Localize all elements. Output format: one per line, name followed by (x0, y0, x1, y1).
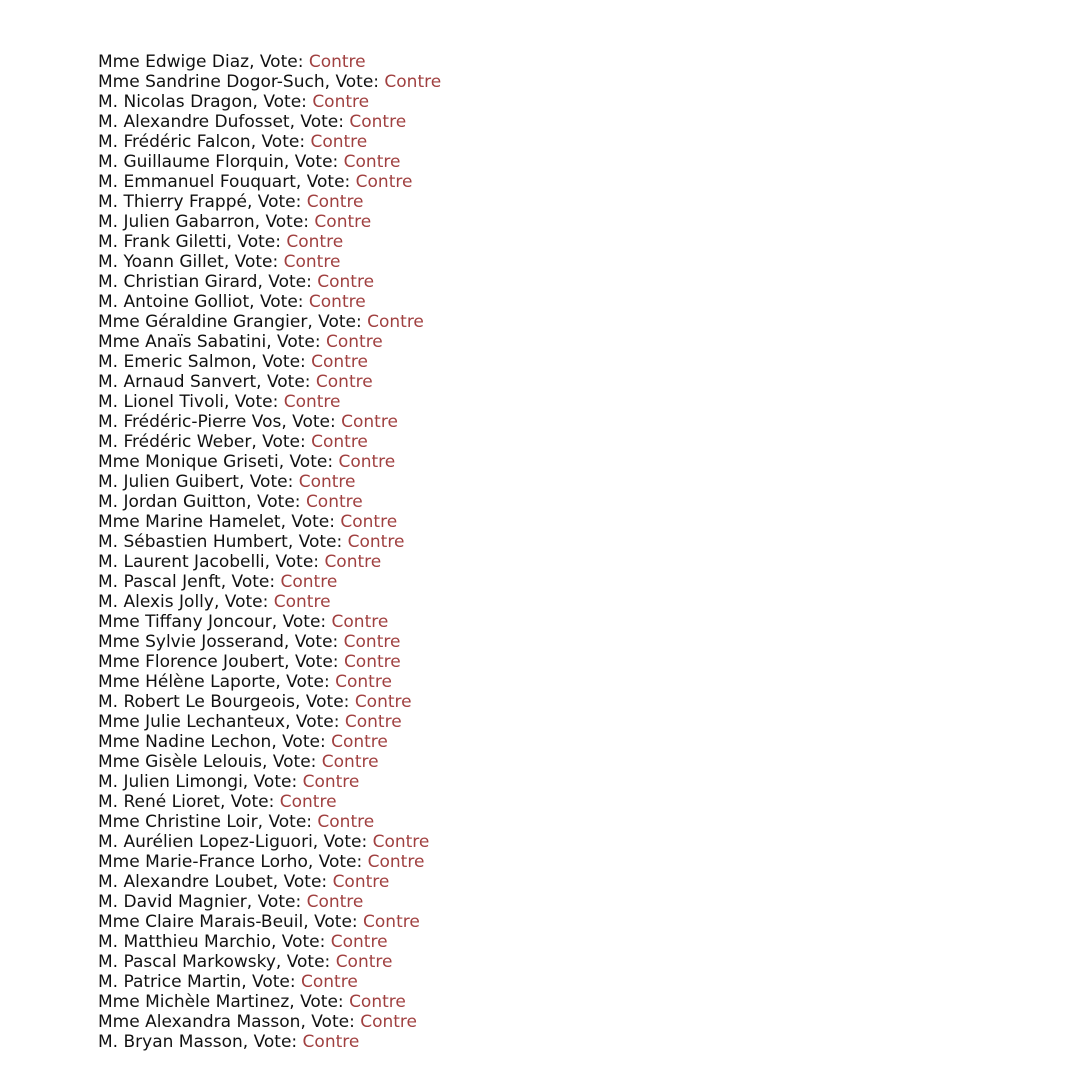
member-name: M. Jordan Guitton (98, 492, 247, 512)
member-name: Mme Marine Hamelet (98, 512, 281, 532)
name-separator: , (285, 712, 296, 732)
member-name: M. Laurent Jacobelli (98, 552, 265, 572)
member-name: M. Julien Gabarron (98, 212, 255, 232)
vote-label: Vote: (230, 792, 275, 812)
vote-value: Contre (308, 52, 366, 72)
vote-entry (98, 452, 441, 472)
name-separator: , (254, 212, 266, 232)
vote-entry (98, 112, 441, 132)
member-name: Mme Marie-France Lorho (98, 852, 308, 872)
vote-value: Contre (308, 292, 366, 312)
vote-value: Contre (286, 232, 344, 252)
vote-value: Contre (354, 692, 412, 712)
vote-label: Vote: (265, 212, 310, 232)
vote-entry (98, 392, 441, 412)
vote-entry (98, 372, 441, 392)
vote-value: Contre (335, 952, 393, 972)
name-separator: , (284, 652, 295, 672)
vote-value: Contre (363, 912, 420, 932)
member-name: Mme Alexandra Masson (98, 1012, 301, 1032)
vote-label: Vote: (298, 532, 343, 552)
vote-value: Contre (314, 212, 372, 232)
vote-value: Contre (317, 812, 375, 832)
name-separator: , (251, 432, 263, 452)
member-name: M. Patrice Martin (98, 972, 242, 992)
name-separator: , (295, 172, 307, 192)
vote-entry (98, 792, 441, 812)
name-separator: , (307, 312, 319, 332)
member-name: M. Nicolas Dragon (98, 92, 253, 112)
vote-value: Contre (343, 152, 401, 172)
name-separator: , (289, 112, 301, 132)
vote-label: Vote: (259, 292, 304, 312)
vote-label: Vote: (231, 572, 276, 592)
name-separator: , (213, 592, 225, 612)
vote-entry (98, 992, 441, 1012)
vote-value: Contre (298, 472, 356, 492)
member-name: Mme Anaïs Sabatini (98, 332, 267, 352)
vote-value: Contre (349, 112, 407, 132)
name-separator: , (312, 832, 324, 852)
vote-entry (98, 492, 441, 512)
member-name: M. Lionel Tivoli (98, 392, 224, 412)
member-name: M. Robert Le Bourgeois (98, 692, 296, 712)
vote-entry (98, 952, 441, 972)
vote-entry (98, 72, 441, 92)
vote-value: Contre (331, 612, 389, 632)
vote-value: Contre (273, 592, 331, 612)
member-name: Mme Sylvie Josserand (98, 632, 284, 652)
vote-entry (98, 672, 441, 692)
vote-value: Contre (317, 272, 375, 292)
name-separator: , (249, 292, 260, 312)
member-name: M. Pascal Jenft (98, 572, 221, 592)
vote-label: Vote: (266, 372, 311, 392)
vote-value: Contre (349, 992, 406, 1012)
vote-entry (98, 972, 441, 992)
vote-label: Vote: (275, 552, 320, 572)
vote-label: Vote: (262, 352, 306, 372)
vote-entry (98, 92, 441, 112)
name-separator: , (271, 612, 283, 632)
vote-label: Vote: (292, 412, 336, 432)
vote-label: Vote: (295, 712, 340, 732)
name-separator: , (220, 572, 232, 592)
name-separator: , (246, 192, 258, 212)
name-separator: , (287, 532, 299, 552)
vote-label: Vote: (294, 632, 339, 652)
vote-label: Vote: (277, 332, 321, 352)
name-separator: , (270, 932, 282, 952)
name-separator: , (249, 52, 260, 72)
vote-value: Contre (384, 72, 442, 92)
vote-entry (98, 472, 441, 492)
name-separator: , (256, 372, 267, 392)
vote-entry (98, 352, 441, 372)
vote-entry (98, 132, 441, 152)
vote-value: Contre (283, 392, 341, 412)
vote-entry (98, 152, 441, 172)
vote-value: Contre (306, 892, 364, 912)
member-name: M. Guillaume Florquin (98, 152, 284, 172)
vote-value: Contre (315, 372, 373, 392)
member-name: Mme Nadine Lechon (98, 732, 272, 752)
vote-entry (98, 772, 441, 792)
name-separator: , (262, 752, 273, 772)
vote-value: Contre (324, 552, 382, 572)
vote-entry (98, 652, 441, 672)
member-name: M. Emmanuel Fouquart (98, 172, 296, 192)
vote-value: Contre (310, 132, 368, 152)
vote-list (98, 52, 441, 1052)
vote-value: Contre (283, 252, 341, 272)
vote-entry (98, 552, 441, 572)
vote-value: Contre (311, 432, 368, 452)
vote-value: Contre (331, 732, 388, 752)
vote-entry (98, 932, 441, 952)
vote-entry (98, 332, 441, 352)
vote-label: Vote: (314, 912, 358, 932)
member-name: M. Christian Girard (98, 272, 258, 292)
name-separator: , (271, 732, 283, 752)
vote-label: Vote: (282, 732, 326, 752)
vote-label: Vote: (263, 92, 307, 112)
member-name: M. Frédéric Weber (98, 432, 252, 452)
vote-value: Contre (312, 92, 370, 112)
vote-label: Vote: (282, 612, 327, 632)
name-separator: , (246, 492, 257, 512)
vote-value: Contre (311, 352, 368, 372)
vote-value: Contre (372, 832, 430, 852)
member-name: Mme Hélène Laporte (98, 672, 276, 692)
name-separator: , (242, 772, 254, 792)
vote-value: Contre (343, 632, 401, 652)
name-separator: , (223, 252, 235, 272)
vote-label: Vote: (306, 172, 351, 192)
name-separator: , (238, 472, 250, 492)
member-name: M. Frédéric-Pierre Vos (98, 412, 282, 432)
vote-value: Contre (321, 752, 379, 772)
member-name: Mme Tiffany Joncour (98, 612, 272, 632)
name-separator: , (272, 872, 284, 892)
name-separator: , (275, 952, 287, 972)
vote-label: Vote: (283, 872, 328, 892)
vote-label: Vote: (249, 472, 294, 492)
vote-value: Contre (343, 652, 401, 672)
member-name: M. Pascal Markowsky (98, 952, 276, 972)
vote-entry (98, 592, 441, 612)
name-separator: , (251, 352, 263, 372)
vote-entry (98, 832, 441, 852)
vote-entry (98, 172, 441, 192)
vote-label: Vote: (289, 452, 334, 472)
member-name: M. Alexandre Dufosset (98, 112, 290, 132)
vote-label: Vote: (224, 592, 269, 612)
member-name: Mme Monique Griseti (98, 452, 279, 472)
vote-label: Vote: (300, 992, 344, 1012)
member-name: M. Arnaud Sanvert (98, 372, 257, 392)
vote-value: Contre (280, 572, 338, 592)
vote-value: Contre (301, 972, 358, 992)
vote-entry (98, 712, 441, 732)
vote-label: Vote: (318, 312, 362, 332)
vote-value: Contre (344, 712, 402, 732)
member-name: M. Matthieu Marchio (98, 932, 271, 952)
vote-entry (98, 212, 441, 232)
member-name: Mme Claire Marais-Beuil (98, 912, 304, 932)
vote-label: Vote: (234, 252, 279, 272)
vote-label: Vote: (253, 772, 298, 792)
member-name: M. David Magnier (98, 892, 247, 912)
member-name: Mme Florence Joubert (98, 652, 285, 672)
name-separator: , (280, 512, 292, 532)
vote-label: Vote: (234, 392, 279, 412)
vote-value: Contre (367, 852, 425, 872)
vote-value: Contre (340, 512, 398, 532)
vote-label: Vote: (268, 272, 312, 292)
name-separator: , (264, 552, 276, 572)
member-name: M. Bryan Masson (98, 1032, 243, 1052)
name-separator: , (250, 132, 262, 152)
vote-label: Vote: (294, 152, 339, 172)
name-separator: , (283, 632, 295, 652)
name-separator: , (289, 992, 301, 1012)
name-separator: , (242, 1032, 254, 1052)
vote-entry (98, 1032, 441, 1052)
vote-entry (98, 292, 441, 312)
vote-entry (98, 572, 441, 592)
vote-entry (98, 612, 441, 632)
name-separator: , (307, 852, 319, 872)
vote-value: Contre (335, 672, 392, 692)
vote-entry (98, 892, 441, 912)
vote-label: Vote: (268, 812, 312, 832)
name-separator: , (223, 392, 235, 412)
name-separator: , (324, 72, 336, 92)
vote-label: Vote: (323, 832, 368, 852)
vote-value: Contre (341, 412, 398, 432)
name-separator: , (283, 152, 295, 172)
vote-value: Contre (279, 792, 337, 812)
vote-value: Contre (332, 872, 390, 892)
vote-entry (98, 732, 441, 752)
name-separator: , (303, 912, 315, 932)
member-name: M. Yoann Gillet (98, 252, 224, 272)
vote-entry (98, 272, 441, 292)
member-name: Mme Christine Loir (98, 812, 258, 832)
name-separator: , (257, 812, 269, 832)
name-separator: , (278, 452, 290, 472)
vote-entry (98, 52, 441, 72)
name-separator: , (266, 332, 278, 352)
member-name: M. Julien Limongi (98, 772, 243, 792)
member-name: Mme Michèle Martinez (98, 992, 290, 1012)
name-separator: , (300, 1012, 312, 1032)
vote-entry (98, 812, 441, 832)
vote-value: Contre (325, 332, 383, 352)
vote-label: Vote: (252, 972, 296, 992)
vote-label: Vote: (286, 672, 330, 692)
name-separator: , (257, 272, 269, 292)
vote-entry (98, 232, 441, 252)
member-name: M. Sébastien Humbert (98, 532, 288, 552)
vote-value: Contre (355, 172, 413, 192)
vote-entry (98, 412, 441, 432)
vote-entry (98, 1012, 441, 1032)
vote-entry (98, 312, 441, 332)
vote-entry (98, 872, 441, 892)
vote-label: Vote: (261, 132, 306, 152)
vote-label: Vote: (291, 512, 335, 532)
member-name: Mme Géraldine Grangier (98, 312, 308, 332)
member-name: M. Antoine Golliot (98, 292, 250, 312)
vote-label: Vote: (281, 932, 326, 952)
vote-label: Vote: (262, 432, 306, 452)
vote-entry (98, 252, 441, 272)
member-name: M. Thierry Frappé (98, 192, 247, 212)
vote-label: Vote: (311, 1012, 355, 1032)
vote-value: Contre (360, 1012, 418, 1032)
member-name: M. Aurélien Lopez-Liguori (98, 832, 313, 852)
vote-entry (98, 432, 441, 452)
member-name: M. Frédéric Falcon (98, 132, 251, 152)
member-name: M. Frank Giletti (98, 232, 227, 252)
member-name: M. Emeric Salmon (98, 352, 252, 372)
vote-entry (98, 532, 441, 552)
vote-value: Contre (305, 492, 363, 512)
name-separator: , (252, 92, 264, 112)
vote-value: Contre (302, 772, 360, 792)
vote-label: Vote: (253, 1032, 298, 1052)
vote-label: Vote: (257, 892, 302, 912)
vote-label: Vote: (257, 192, 302, 212)
vote-label: Vote: (259, 52, 304, 72)
member-name: M. Alexis Jolly (98, 592, 214, 612)
vote-value: Contre (306, 192, 364, 212)
vote-entry (98, 852, 441, 872)
member-name: Mme Sandrine Dogor-Such (98, 72, 325, 92)
name-separator: , (281, 412, 293, 432)
vote-label: Vote: (237, 232, 281, 252)
vote-entry (98, 192, 441, 212)
name-separator: , (246, 892, 258, 912)
vote-value: Contre (367, 312, 424, 332)
vote-label: Vote: (272, 752, 317, 772)
name-separator: , (226, 232, 238, 252)
vote-entry (98, 512, 441, 532)
vote-value: Contre (347, 532, 405, 552)
vote-label: Vote: (335, 72, 379, 92)
vote-entry (98, 752, 441, 772)
vote-value: Contre (302, 1032, 360, 1052)
member-name: Mme Gisèle Lelouis (98, 752, 262, 772)
vote-label: Vote: (256, 492, 301, 512)
name-separator: , (241, 972, 253, 992)
vote-label: Vote: (300, 112, 344, 132)
vote-label: Vote: (318, 852, 363, 872)
vote-label: Vote: (305, 692, 350, 712)
name-separator: , (275, 672, 287, 692)
vote-value: Contre (330, 932, 388, 952)
member-name: M. Alexandre Loubet (98, 872, 273, 892)
vote-entry (98, 692, 441, 712)
vote-value: Contre (338, 452, 396, 472)
name-separator: , (295, 692, 306, 712)
vote-label: Vote: (294, 652, 339, 672)
vote-entry (98, 632, 441, 652)
member-name: Mme Julie Lechanteux (98, 712, 286, 732)
vote-label: Vote: (286, 952, 331, 972)
name-separator: , (219, 792, 231, 812)
member-name: M. René Lioret (98, 792, 220, 812)
member-name: Mme Edwige Diaz (98, 52, 250, 72)
member-name: M. Julien Guibert (98, 472, 239, 492)
vote-entry (98, 912, 441, 932)
